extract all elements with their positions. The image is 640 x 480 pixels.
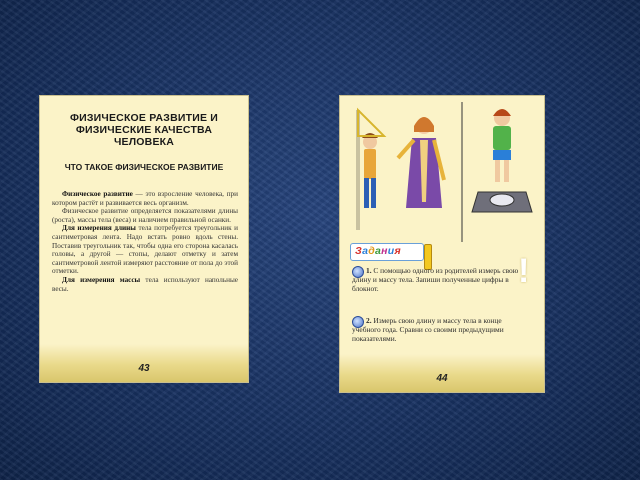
body-text [52,190,238,293]
boy-shirt [364,149,376,179]
page-footer-band [40,344,248,382]
measurement-illustration [340,96,544,246]
paragraph-4: Для измерения массы тела используют напольные весы. [52,275,238,293]
task-1: 1. С помощью одного из родителей измерь свою длину и массу тела. Запиши полученные цифры в блокнот. [352,266,519,294]
paragraph-1: Физическое развитие — это взросление человека, при котором растёт и развивается весь организм. [52,190,239,207]
boy2-shirt [493,126,511,150]
page-number: 43 [138,363,150,374]
exclamation-icon: ! [518,252,530,290]
paragraph-3: Для измерения длины тела потребуется треугольник и сантиметровая лента. Надо встать ровно вдоль стены. Поставив треугольник так, чтобы одна его сторона касалась головы, а другой — стопы, делают отметку и затем сантиметровой лентой измеряют расстояние от пола до этой отметки. [52,224,238,276]
page-number: 44 [436,373,448,384]
paragraph-2: Физическое развитие определяется показателями длины (роста), массы тела (веса) и наличием правильной осанки. [52,207,238,224]
left-book-page [40,96,248,382]
page-footer-band [340,354,544,392]
right-book-page [340,96,544,392]
page-title: ФИЗИЧЕСКОЕ РАЗВИТИЕ И ФИЗИЧЕСКИЕ КАЧЕСТВА ЧЕЛОВЕКА [69,112,219,148]
task-2: 2. Измерь свою длину и массу тела в конце учебного года. Сравни со своими предыдущими показателями. [352,316,504,344]
triangle-ruler [358,110,384,136]
section-subtitle: ЧТО ТАКОЕ ФИЗИЧЕСКОЕ РАЗВИТИЕ [64,162,224,172]
zadaniya-badge: Задания [350,243,424,261]
